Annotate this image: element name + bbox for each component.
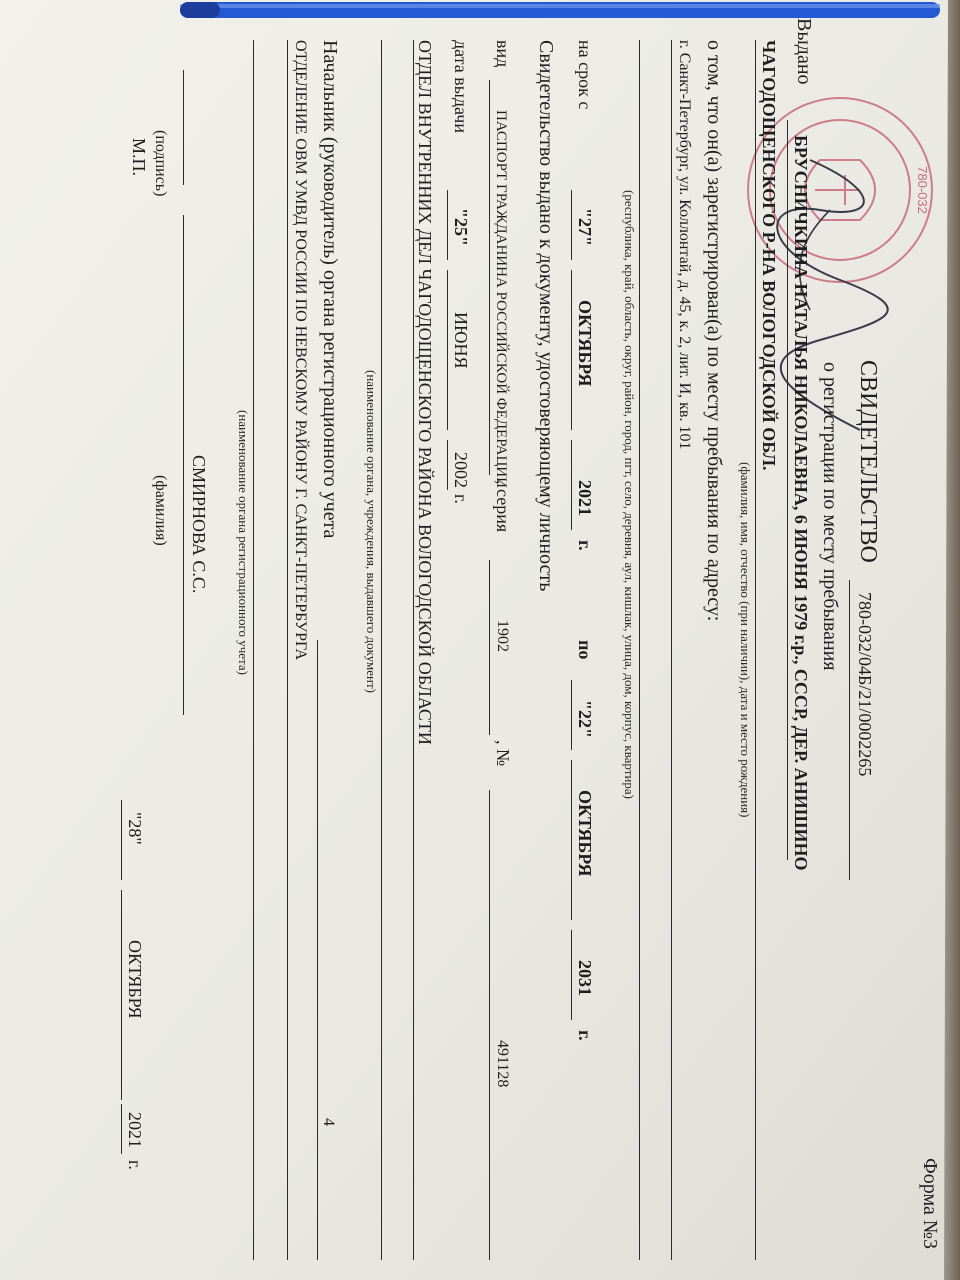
term-to-year: 2031 [575, 960, 595, 996]
address-underline-2 [639, 40, 640, 1260]
form-number: Форма №3 [919, 1158, 941, 1249]
issue-date-year-underline [447, 440, 448, 490]
surname-underline [183, 215, 184, 715]
issue-date-suffix: г. [451, 494, 471, 504]
signer-surname: СМИРНОВА С.С. [189, 455, 209, 594]
term-to-label: по [575, 640, 595, 660]
certificate-number: 780-032/04Б/21/0002265 [855, 592, 875, 777]
term-to-day-underline [571, 680, 572, 750]
title: СВИДЕТЕЛЬСТВО [855, 360, 881, 563]
registered-text: о том, что он(а) зарегистрирован(а) по месту пребывания по адресу: [703, 40, 725, 622]
doc-series-label: , серия [493, 480, 513, 533]
issuer-underline [413, 40, 414, 1260]
sign-date-year: 2021 [125, 1112, 145, 1148]
head-number: 4 [320, 1118, 337, 1126]
issued-label: Выдано [793, 18, 815, 85]
sign-date-day: "28" [125, 812, 145, 845]
term-from-month-underline [571, 270, 572, 430]
certificate-number-underline [849, 580, 850, 880]
sign-date-suffix: г. [125, 1160, 145, 1170]
doc-series: 1902 [494, 620, 511, 652]
issue-date-month: ИЮНЯ [451, 312, 471, 369]
reg-body: ОТДЕЛЕНИЕ ОВМ УМВД РОССИИ ПО НЕВСКОМУ РАЙОНУ Г. САНКТ-ПЕТЕРБУРГА [292, 40, 309, 661]
head-label: Начальник (руководитель) органа регистрационного учета [319, 40, 341, 539]
term-from-year: 2021 [575, 480, 595, 516]
doc-type: ПАСПОРТ ГРАЖДАНИНА РОССИЙСКОЙ ФЕДЕРАЦИИ [493, 110, 509, 488]
surname-caption: (фамилия) [152, 475, 169, 546]
term-from-day: "27" [575, 208, 595, 246]
issuer-underline-2 [381, 40, 382, 1260]
issue-date-month-underline [447, 270, 448, 430]
reg-body-underline-2 [253, 40, 254, 1260]
doc-number: 491128 [494, 1040, 511, 1088]
sign-date-month: ОКТЯБРЯ [125, 940, 145, 1019]
sign-date-day-underline [121, 800, 122, 880]
issue-date-day: "25" [451, 208, 471, 246]
term-to-year-underline [571, 930, 572, 1020]
signature-caption: (подпись) [152, 130, 169, 197]
term-to-month-underline [571, 760, 572, 920]
sign-date-month-underline [121, 890, 122, 1100]
subtitle: о регистрации по месту пребывания [819, 362, 841, 671]
person-line-1-underline [787, 120, 788, 860]
signature-underline [183, 70, 184, 185]
address: г. Санкт-Петербург, ул. Коллонтай, д. 45, к. 2, лит. И, кв. 101 [676, 40, 693, 450]
issue-date-label: дата выдачи [451, 40, 471, 133]
doc-number-underline [489, 790, 490, 1260]
address-caption: (республика, край, область, округ, район, город, пгт, село, деревня, аул, кишлак, улица, дом, корпус, квартира) [622, 190, 637, 800]
issuer: ОТДЕЛ ВНУТРЕННИХ ДЕЛ ЧАГОДОЩЕНСКОГО РАЙОНА ВОЛОГОДСКОЙ ОБЛАСТИ [415, 40, 435, 745]
term-from-year-underline [571, 440, 572, 530]
issue-date-day-underline [447, 190, 448, 260]
term-from-month: ОКТЯБРЯ [575, 300, 595, 387]
issuer-caption: (наименование органа, учреждения, выдавшего документ) [364, 370, 379, 694]
doc-series-underline [489, 560, 490, 735]
address-underline [671, 40, 672, 1260]
term-to-month: ОКТЯБРЯ [575, 790, 595, 877]
person-line-1: БРУСНИЧКИНА НАТАЛЬЯ НИКОЛАЕВНА, 6 ИЮНЯ 1979 г.р., СССР, ДЕР. АНИШИНО [791, 135, 811, 871]
issue-date-year: 2002 [451, 452, 471, 488]
doc-number-label: , № [493, 740, 513, 767]
term-to-year-suffix: г. [575, 1030, 595, 1041]
head-label-underline [317, 640, 318, 1260]
id-doc-text: Свидетельство выдано к документу, удостоверяющему личность [535, 40, 557, 592]
doc-type-label: вид [493, 40, 513, 68]
person-caption: (фамилия, имя, отчество (при наличии), дата и место рождения) [738, 462, 753, 818]
doc-type-underline [489, 80, 490, 475]
term-to-day: "22" [575, 700, 595, 738]
reg-body-underline [287, 40, 288, 1260]
term-from-day-underline [571, 190, 572, 260]
term-from-year-suffix: г. [575, 540, 595, 551]
reg-body-caption: (наименование органа регистрационного учета) [236, 410, 251, 675]
seal-mark: М.П. [129, 138, 149, 177]
sign-date-year-underline [121, 1104, 122, 1154]
person-line-2: ЧАГОДОЩЕНСКОГО Р-НА ВОЛОГОДСКОЙ ОБЛ. [759, 40, 779, 471]
stamp-number: 780-032 [915, 166, 930, 214]
person-line-2-underline [755, 40, 756, 1260]
term-label: на срок с [575, 40, 595, 110]
